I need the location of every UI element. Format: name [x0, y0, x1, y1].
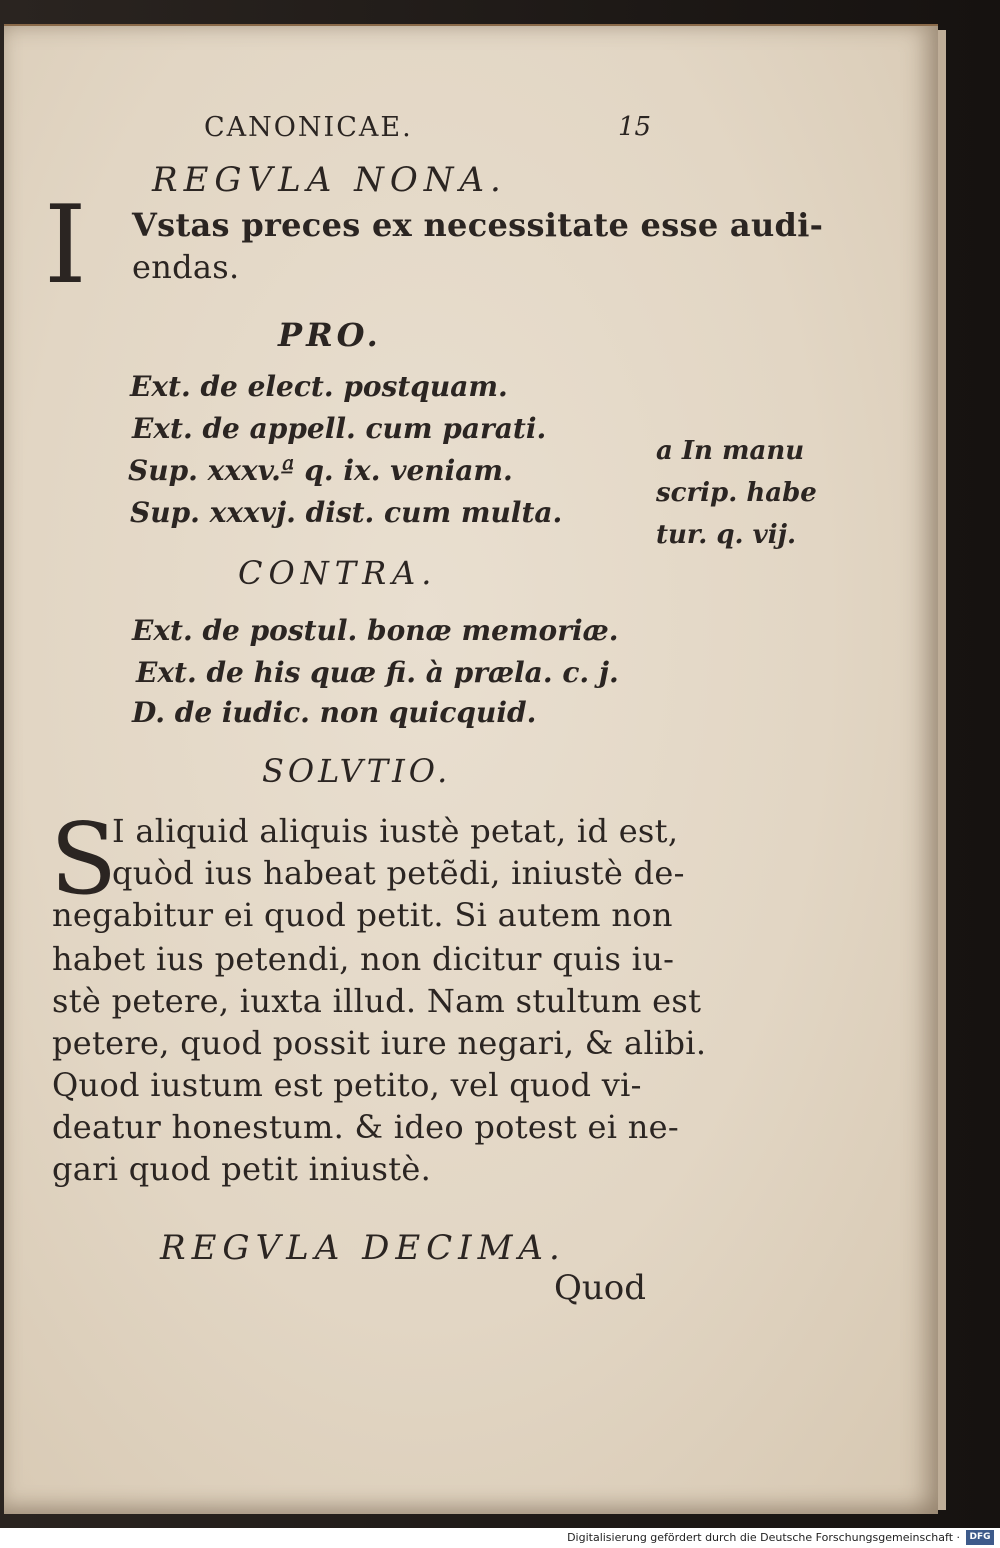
footer-bar	[0, 1528, 1000, 1548]
solutio-line: petere, quod possit iure negari, & alibi.	[52, 1024, 707, 1062]
margin-note-line: scrip. habe	[656, 478, 817, 508]
rule-title: REGVLA NONA.	[152, 160, 507, 200]
solutio-line: gari quod petit iniustè.	[52, 1150, 432, 1188]
solutio-line: deatur honestum. & ideo potest ei ne-	[52, 1108, 679, 1146]
solutio-line: I aliquid aliquis iustè petat, id est,	[112, 812, 679, 850]
solutio-heading: SOLVTIO.	[262, 752, 452, 790]
solutio-dropcap: S	[50, 803, 118, 917]
rule-text-line: endas.	[132, 248, 240, 286]
pro-citation: Ext. de appell. cum parati.	[132, 412, 547, 445]
pro-citation: Ext. de elect. postquam.	[130, 370, 508, 403]
pro-heading: PRO.	[278, 316, 382, 354]
pro-citation: Sup. xxxv.ª q. ix. veniam.	[128, 454, 513, 487]
catchword: Quod	[554, 1268, 647, 1308]
contra-citation: Ext. de postul. bonæ memoriæ.	[132, 614, 619, 647]
solutio-line: quòd ius habeat petẽdi, iniustè de-	[112, 854, 685, 892]
rule-dropcap: I	[44, 183, 87, 308]
pro-citation: Sup. xxxvj. dist. cum multa.	[130, 496, 563, 529]
margin-note-line: tur. q. vij.	[656, 520, 797, 550]
contra-heading: CONTRA.	[238, 554, 438, 592]
contra-citation: Ext. de his quæ fi. à præla. c. j.	[136, 656, 619, 689]
rule-text-line: Vstas preces ex necessitate esse audi-	[132, 206, 824, 244]
solutio-line: habet ius petendi, non dicitur quis iu-	[52, 940, 675, 978]
footer-credit: Digitalisierung gefördert durch die Deutsche Forschungsgemeinschaft ·	[567, 1531, 960, 1544]
contra-citation: D. de iudic. non quicquid.	[132, 696, 537, 729]
page-edge	[938, 30, 946, 1510]
solutio-line: Quod iustum est petito, vel quod vi-	[52, 1066, 642, 1104]
margin-note-line: a In manu	[656, 436, 805, 466]
next-rule-title: REGVLA DECIMA.	[160, 1228, 566, 1268]
solutio-line: stè petere, iuxta illud. Nam stultum est	[52, 982, 702, 1020]
running-head: CANONICAE.	[204, 112, 413, 143]
page-number: 15	[618, 112, 652, 142]
dfg-logo[interactable]: DFG	[966, 1530, 994, 1545]
solutio-line: negabitur ei quod petit. Si autem non	[52, 896, 673, 934]
